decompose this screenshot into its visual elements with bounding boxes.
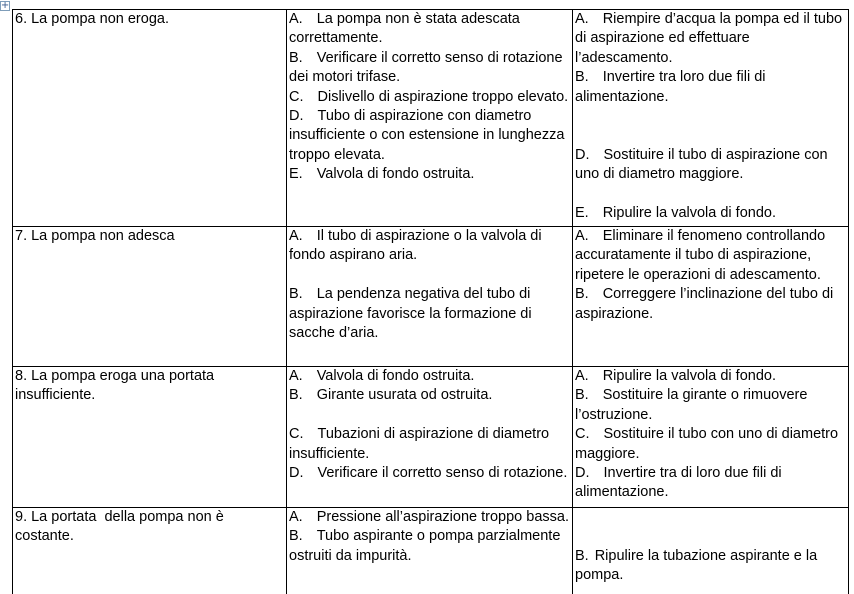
remedy-cell: [573, 508, 849, 594]
cause-item: D. Verificare il corretto senso di rotazione.: [289, 465, 568, 482]
remedy-cell: [573, 367, 849, 508]
cause-item: E. Valvola di fondo ostruita.: [289, 166, 475, 183]
remedy-item: D. Invertire tra di loro due fili di alimentazione.: [575, 465, 782, 501]
move-cross-icon[interactable]: +: [0, 0, 10, 11]
cause-cell: [287, 508, 573, 594]
remedy-item: A. Riempire d’acqua la pompa ed il tubo di aspirazione ed effettuare l’adescamento.: [575, 11, 843, 66]
remedy-item: A. Ripulire la valvola di fondo.: [575, 368, 776, 384]
problem-cell: [13, 10, 287, 227]
remedy-cell: [573, 227, 849, 367]
remedy-item: B. Sostituire la girante o rimuovere l’ostruzione.: [575, 387, 808, 423]
problem-text: 6. La pompa non eroga.: [15, 11, 169, 27]
problem-cell: [13, 367, 287, 508]
cause-item: B. Tubo aspirante o pompa parzialmente ostruiti da impurità.: [289, 528, 561, 564]
cause-item: D. Tubo di aspirazione con diametro insufficiente o con estensione in lunghezza troppo elevata.: [289, 108, 565, 163]
table-row: [13, 10, 849, 227]
remedy-item: C. Sostituire il tubo con uno di diametro maggiore.: [575, 426, 839, 462]
problem-text: 9. La portata della pompa non è costante.: [15, 509, 228, 545]
problem-cell: [13, 227, 287, 367]
table-row: [13, 367, 849, 508]
cause-cell: [287, 367, 573, 508]
remedy-item: B. Invertire tra loro due fili di alimentazione.: [575, 69, 766, 105]
troubleshooting-table: [12, 9, 849, 594]
problem-text: 8. La pompa eroga una portata insufficiente.: [15, 368, 215, 404]
remedy-item: E. Ripulire la valvola di fondo.: [575, 205, 776, 222]
cause-item: C. Dislivello di aspirazione troppo elevato.: [289, 88, 569, 105]
remedy-cell: [573, 10, 849, 227]
table-row: [13, 508, 849, 594]
remedy-item: B. Correggere l’inclinazione del tubo di aspirazione.: [575, 286, 834, 322]
remedy-item: A. Eliminare il fenomeno controllando accuratamente il tubo di aspirazione, ripetere le operazioni di adescamento.: [575, 228, 826, 283]
cause-item: A. Pressione all’aspirazione troppo bassa.: [289, 509, 569, 525]
cause-item: B. La pendenza negativa del tubo di aspirazione favorisce la formazione di sacche d’aria.: [289, 286, 532, 342]
remedy-item: D. Sostituire il tubo di aspirazione con uno di diametro maggiore.: [575, 146, 828, 183]
table-row: [13, 227, 849, 367]
cause-item: B. Girante usurata od ostruita.: [289, 387, 493, 404]
cause-cell: [287, 10, 573, 227]
cause-cell: [287, 227, 573, 367]
problem-cell: [13, 508, 287, 594]
cause-item: A. La pompa non è stata adescata correttamente.: [289, 11, 520, 47]
cause-item: A. Valvola di fondo ostruita.: [289, 368, 475, 384]
cause-item: B. Verificare il corretto senso di rotazione dei motori trifase.: [289, 49, 563, 86]
problem-text: 7. La pompa non adesca: [15, 228, 175, 244]
cause-item: A. Il tubo di aspirazione o la valvola di fondo aspirano aria.: [289, 228, 542, 264]
remedy-item: B. Ripulire la tubazione aspirante e la pompa.: [575, 547, 818, 584]
cause-item: C. Tubazioni di aspirazione di diametro insufficiente.: [289, 426, 550, 462]
